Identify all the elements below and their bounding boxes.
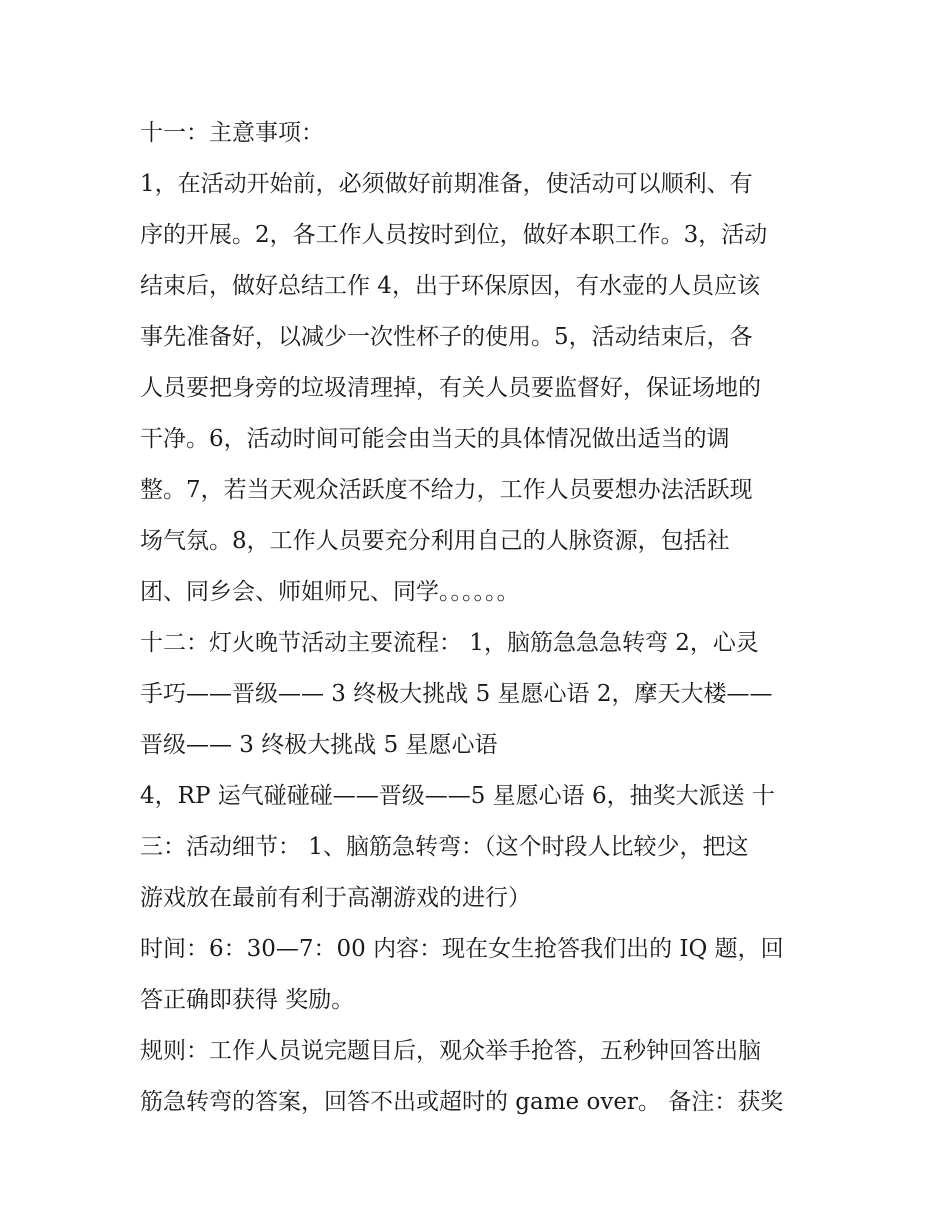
text-line: 十一：主意事项： — [140, 120, 324, 146]
text-line: 场气氛。8，工作人员要充分利用自己的人脉资源，包括社 — [140, 528, 730, 554]
text-line: 团、同乡会、师姐师兄、同学。。。。。。 — [140, 579, 520, 605]
text-line: 晋级—— 3 终极大挑战 5 星愿心语 — [140, 732, 498, 758]
text-line: 答正确即获得 奖励。 — [140, 987, 355, 1013]
text-line: 1，在活动开始前，必须做好前期准备，使活动可以顺利、有 — [140, 171, 753, 197]
text-line: 事先准备好，以减少一次性杯子的使用。5，活动结束后，各 — [140, 324, 753, 350]
document-body — [140, 108, 820, 1128]
text-line: 人员要把身旁的垃圾清理掉，有关人员要监督好，保证场地的 — [140, 375, 761, 401]
text-line: 结束后，做好总结工作 4，出于环保原因，有水壶的人员应该 — [140, 273, 760, 299]
text-line: 4，RP 运气碰碰碰——晋级——5 星愿心语 6，抽奖大派送 十 — [140, 783, 775, 809]
text-line: 规则：工作人员说完题目后，观众举手抢答，五秒钟回答出脑 — [140, 1038, 761, 1064]
text-line: 时间：6：30—7：00 内容：现在女生抢答我们出的 IQ 题，回 — [140, 936, 784, 962]
text-line: 序的开展。2，各工作人员按时到位，做好本职工作。3，活动 — [140, 222, 768, 248]
text-line: 整。7，若当天观众活跃度不给力，工作人员要想办法活跃现 — [140, 477, 753, 503]
text-line: 三：活动细节： 1、脑筋急转弯：（这个时段人比较少，把这 — [140, 834, 749, 860]
text-line: 手巧——晋级—— 3 终极大挑战 5 星愿心语 2，摩天大楼—— — [140, 681, 773, 707]
text-line: 干净。6，活动时间可能会由当天的具体情况做出适当的调 — [140, 426, 730, 452]
text-line: 筋急转弯的答案，回答不出或超时的 game over。 备注：获奖 — [140, 1089, 784, 1115]
text-line: 游戏放在最前有利于高潮游戏的进行） — [140, 885, 531, 911]
text-line: 十二：灯火晚节活动主要流程： 1，脑筋急急急转弯 2，心灵 — [140, 630, 759, 656]
